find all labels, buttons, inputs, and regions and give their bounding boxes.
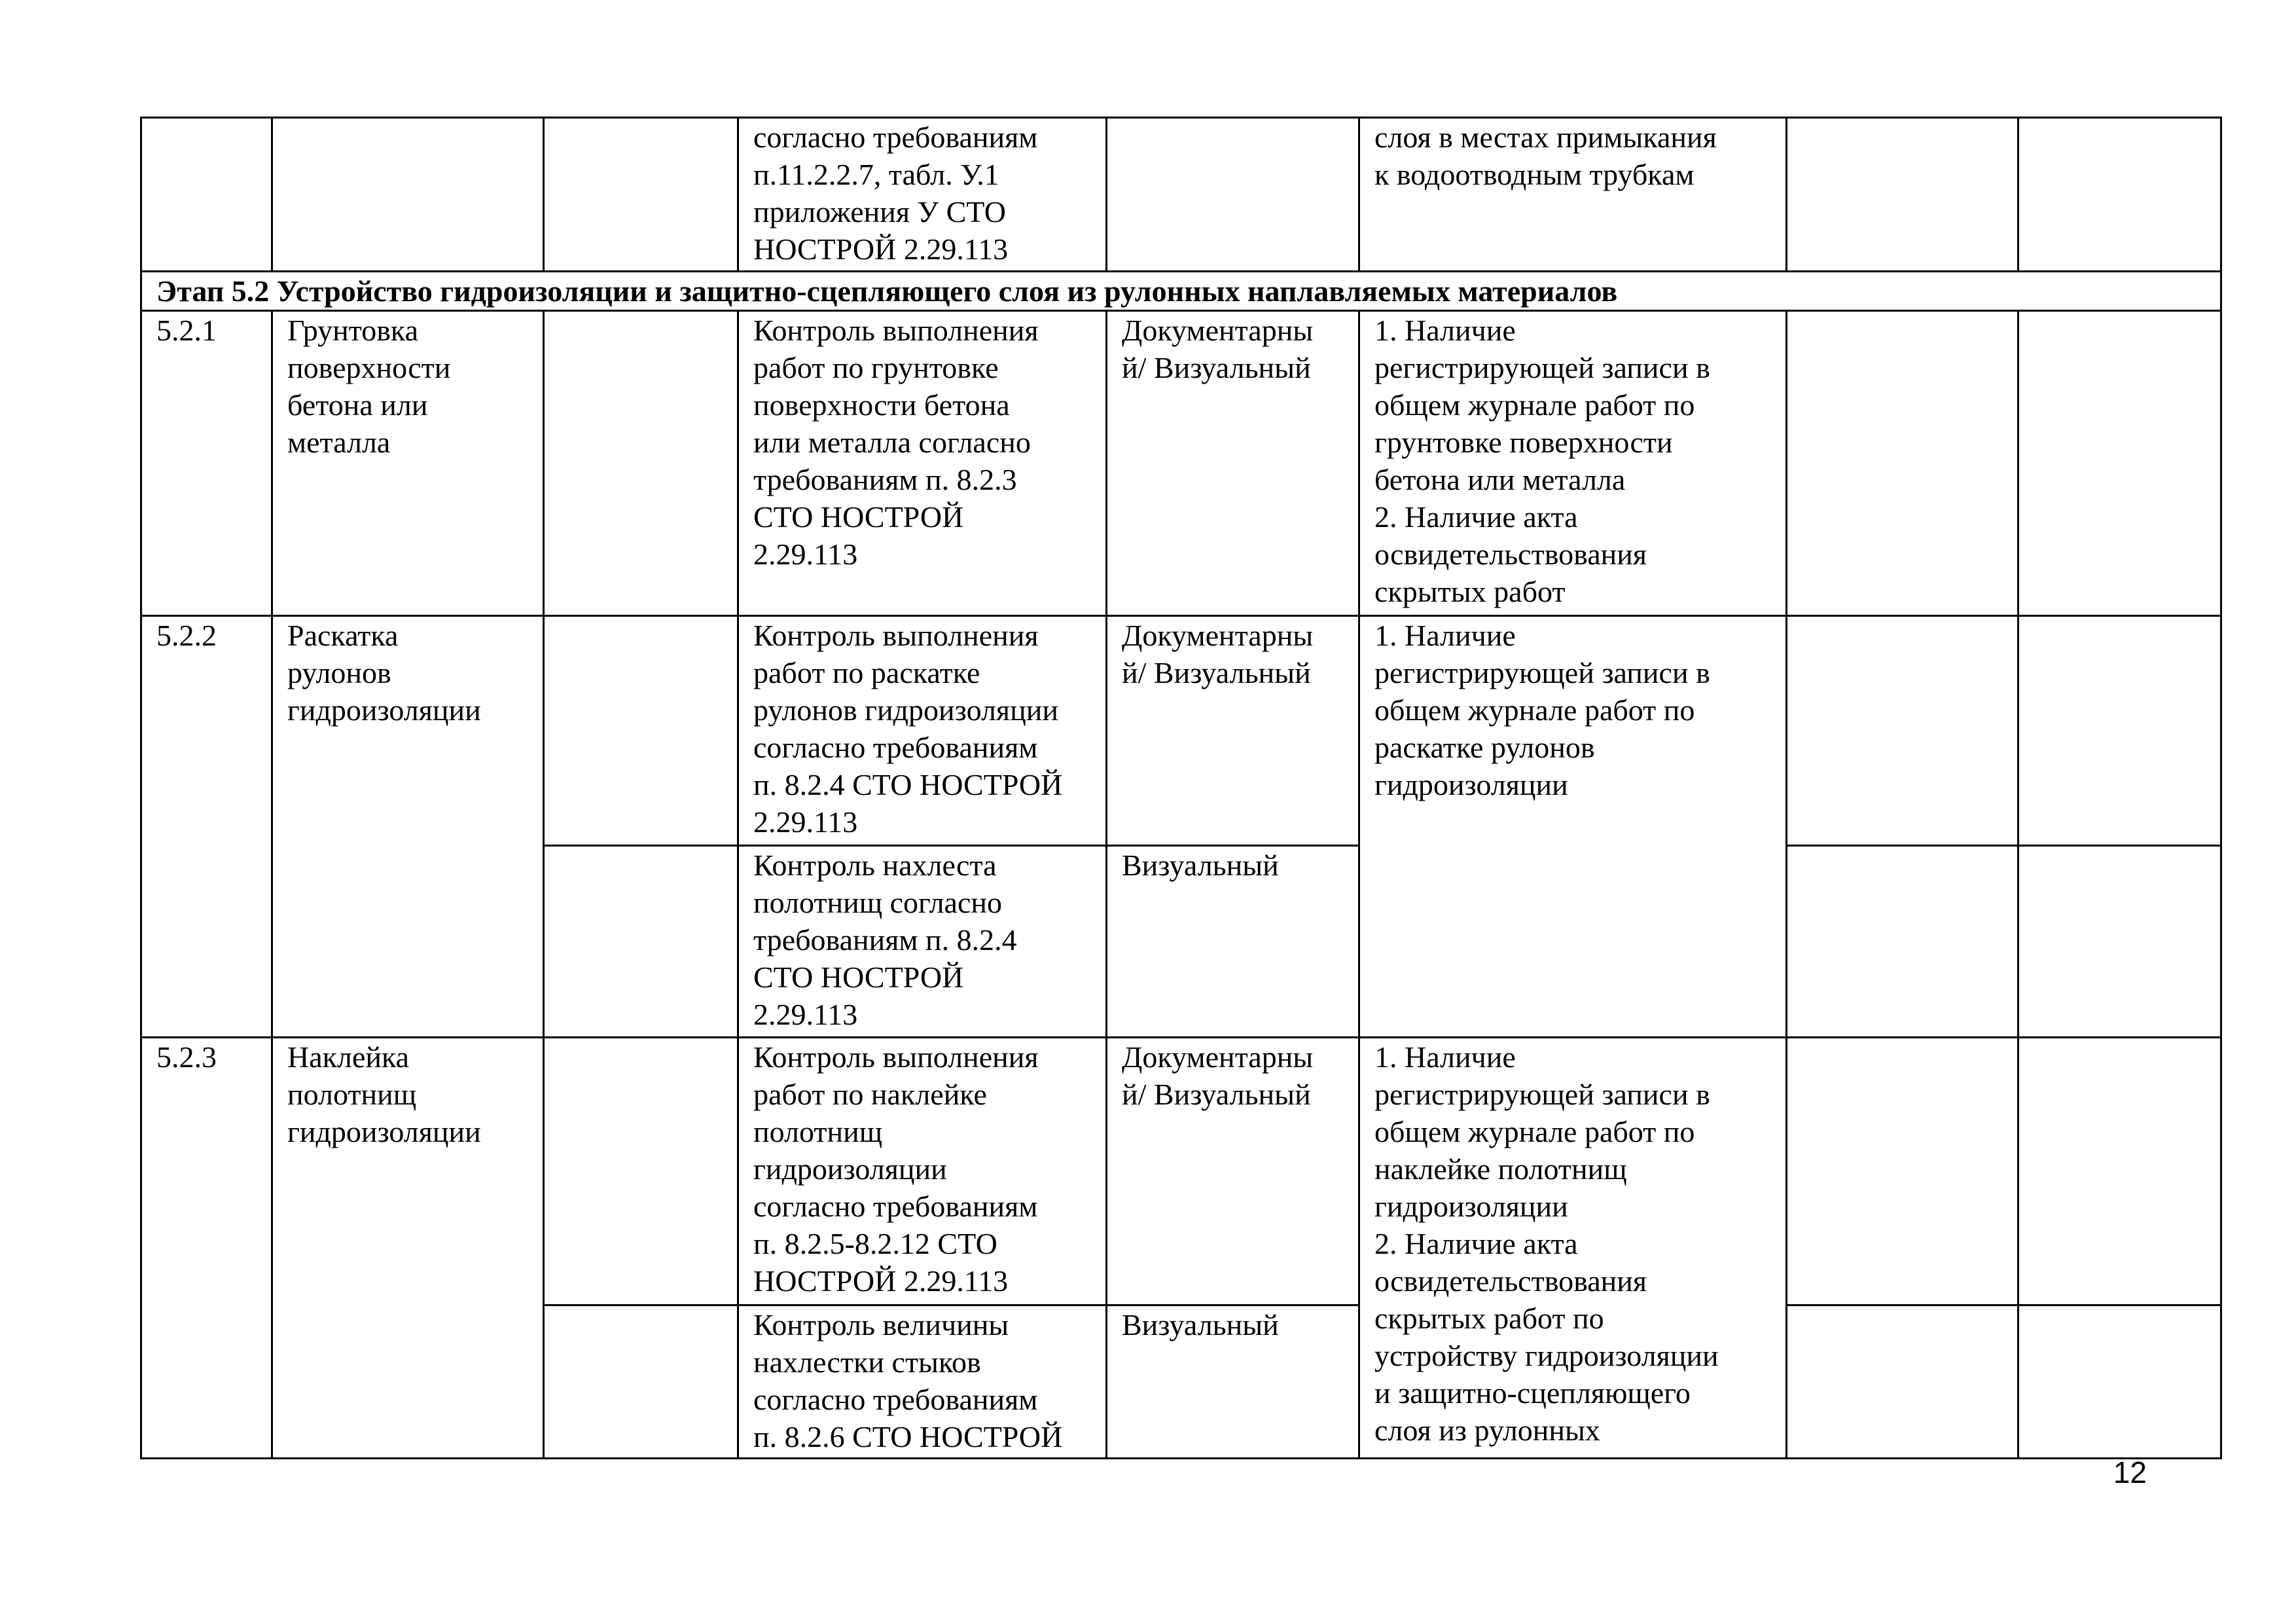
- stage-heading-row: [141, 272, 2221, 311]
- table-row: [141, 616, 2221, 846]
- continuation-row: [141, 118, 2221, 272]
- cell-blank-7: [1787, 1305, 2018, 1459]
- cell-num: [141, 118, 272, 272]
- table-row: [141, 311, 2221, 616]
- control-description: Контроль выполнения работ по наклейке полотнищ гидроизоляции согласно требованиям п. 8.2.5-8.2.12 СТО НОСТРОЙ 2.29.113: [738, 1038, 1107, 1305]
- table-row: [141, 1038, 2221, 1305]
- work-name: Раскатка рулонов гидроизоляции: [272, 616, 544, 1038]
- control-method: Визуальный: [1107, 846, 1359, 1038]
- cell-blank-8: [2018, 311, 2221, 616]
- control-result: 1. Наличие регистрирующей записи в общем журнале работ по наклейке полотнищ гидроизоляции 2. Наличие акта освидетельствования скрытых работ по устройству гидроизоляции и защитно-сцепляющего слоя из рулонных: [1359, 1038, 1787, 1459]
- cell-blank-7: [1787, 311, 2018, 616]
- cell-empty: [544, 311, 738, 616]
- cell-blank-8: [2018, 616, 2221, 846]
- cell-empty: [544, 846, 738, 1038]
- control-description: Контроль выполнения работ по грунтовке поверхности бетона или металла согласно требованиям п. 8.2.3 СТО НОСТРОЙ 2.29.113: [738, 311, 1107, 616]
- cell-blank-8: [2018, 118, 2221, 272]
- cell-blank-7: [1787, 616, 2018, 846]
- row-number: 5.2.3: [141, 1038, 272, 1459]
- page-number: 12: [2113, 1455, 2147, 1489]
- cell-blank-7: [1787, 846, 2018, 1038]
- cell-method: [1107, 118, 1359, 272]
- cell-control: согласно требованиям п.11.2.2.7, табл. У.1 приложения У СТО НОСТРОЙ 2.29.113: [738, 118, 1107, 272]
- inspection-table: [140, 117, 2222, 1459]
- control-method: Документарны й/ Визуальный: [1107, 311, 1359, 616]
- control-method: Визуальный: [1107, 1305, 1359, 1459]
- control-method: Документарны й/ Визуальный: [1107, 1038, 1359, 1305]
- control-description: Контроль выполнения работ по раскатке рулонов гидроизоляции согласно требованиям п. 8.2.4 СТО НОСТРОЙ 2.29.113: [738, 616, 1107, 846]
- cell-empty: [544, 118, 738, 272]
- cell-name: [272, 118, 544, 272]
- stage-heading: Этап 5.2 Устройство гидроизоляции и защитно-сцепляющего слоя из рулонных наплавляемых материалов: [141, 272, 2221, 311]
- cell-empty: [544, 616, 738, 846]
- control-method: Документарны й/ Визуальный: [1107, 616, 1359, 846]
- cell-result: слоя в местах примыкания к водоотводным трубкам: [1359, 118, 1787, 272]
- cell-empty: [544, 1305, 738, 1459]
- row-number: 5.2.1: [141, 311, 272, 616]
- cell-blank-8: [2018, 1305, 2221, 1459]
- control-result: 1. Наличие регистрирующей записи в общем журнале работ по грунтовке поверхности бетона или металла 2. Наличие акта освидетельствования скрытых работ: [1359, 311, 1787, 616]
- cell-blank-7: [1787, 1038, 2018, 1305]
- row-number: 5.2.2: [141, 616, 272, 1038]
- cell-blank-7: [1787, 118, 2018, 272]
- control-description: Контроль величины нахлестки стыков согласно требованиям п. 8.2.6 СТО НОСТРОЙ: [738, 1305, 1107, 1459]
- control-description: Контроль нахлеста полотнищ согласно требованиям п. 8.2.4 СТО НОСТРОЙ 2.29.113: [738, 846, 1107, 1038]
- work-name: Грунтовка поверхности бетона или металла: [272, 311, 544, 616]
- control-result: 1. Наличие регистрирующей записи в общем журнале работ по раскатке рулонов гидроизоляции: [1359, 616, 1787, 1038]
- work-name: Наклейка полотнищ гидроизоляции: [272, 1038, 544, 1459]
- cell-blank-8: [2018, 846, 2221, 1038]
- cell-blank-8: [2018, 1038, 2221, 1305]
- cell-empty: [544, 1038, 738, 1305]
